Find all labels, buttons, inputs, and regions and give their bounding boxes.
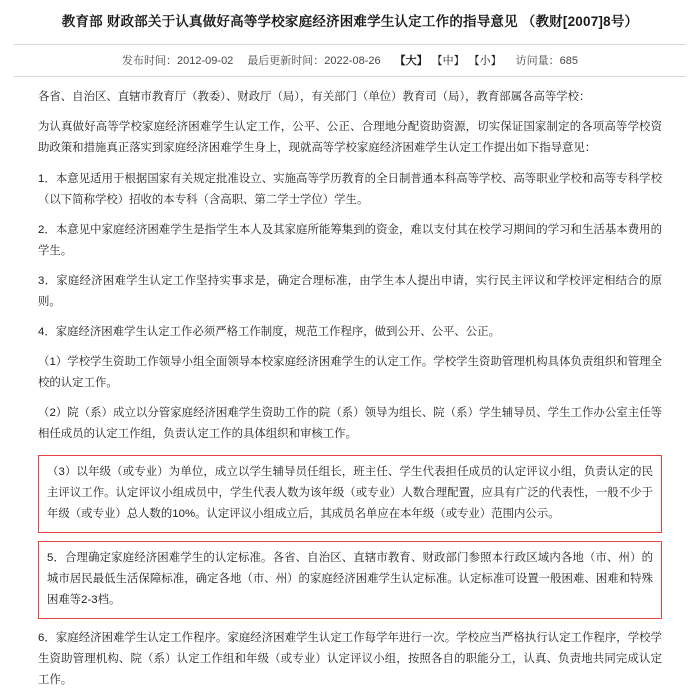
clause-4-1: （1）学校学生资助工作领导小组全面领导本校家庭经济困难学生的认定工作。学校学生资助管理机构具体负责组织和管理全校的认定工作。 <box>38 356 662 390</box>
highlight-box-1 <box>38 455 662 533</box>
view-count: 访问量：685 <box>515 55 578 68</box>
update-time: 最后更新时间：2022-08-26 <box>247 55 381 68</box>
publish-time: 发布时间：2012-09-02 <box>122 55 234 68</box>
font-size-medium-button[interactable]: 【中】 <box>431 55 465 68</box>
intro-paragraph: 为认真做好高等学校家庭经济困难学生认定工作，公平、公正、合理地分配资助资源，切实保证国家制定的各项高等学校资助政策和措施真正落实到家庭经济困难学生身上，现就高等学校家庭经济困难学生认定工作提出如下指导意见： <box>38 121 662 155</box>
font-size-large-button[interactable]: 【大】 <box>394 55 428 68</box>
highlight-box-2 <box>38 541 662 619</box>
clause-3: 3．家庭经济困难学生认定工作坚持实事求是，确定合理标准，由学生本人提出申请，实行民主评议和学校评定相结合的原则。 <box>38 274 662 308</box>
page-title: 教育部 财政部关于认真做好高等学校家庭经济困难学生认定工作的指导意见 （教财[2007]8号） <box>61 14 639 29</box>
clause-5: 5．合理确定家庭经济困难学生的认定标准。各省、自治区、直辖市教育、财政部门参照本行政区域内各地（市、州）的城市居民最低生活保障标准，确定各地（市、州）的家庭经济困难学生认定标准。认定标准可设置一般困难、困难和特殊困难等2-3档。 <box>47 551 653 607</box>
salutation-paragraph: 各省、自治区、直辖市教育厅（教委）、财政厅（局），有关部门（单位）教育司（局），教育部属各高等学校： <box>38 91 591 104</box>
meta-bar <box>0 45 700 76</box>
font-size-controls <box>395 52 502 68</box>
clause-6: 6．家庭经济困难学生认定工作程序。家庭经济困难学生认定工作每学年进行一次。学校应当严格执行认定工作程序，学校学生资助管理机构、院（系）认定工作组和年级（或专业）认定评议小组，按照各自的职能分工，认真、负责地共同完成认定工作。 <box>38 632 662 687</box>
clause-1: 1．本意见适用于根据国家有关规定批准设立、实施高等学历教育的全日制普通本科高等学校、高等职业学校和高等专科学校（以下简称学校）招收的本专科（含高职、第二学士学位）学生。 <box>38 172 662 206</box>
document-body <box>0 77 700 691</box>
clause-4: 4．家庭经济困难学生认定工作必须严格工作制度，规范工作程序，做到公开、公平、公正。 <box>38 326 500 339</box>
clause-2: 2．本意见中家庭经济困难学生是指学生本人及其家庭所能筹集到的资金，难以支付其在校学习期间的学习和生活基本费用的学生。 <box>38 223 662 257</box>
clause-4-3: （3）以年级（或专业）为单位，成立以学生辅导员任组长，班主任、学生代表担任成员的认定评议小组，负责认定的民主评议工作。认定评议小组成员中，学生代表人数为该年级（或专业）人数合理配置，应具有广泛的代表性，一般不少于年级（或专业）总人数的10%。认定评议小组成立后，其成员名单应在本年级（或专业）范围内公示。 <box>47 465 653 520</box>
font-size-small-button[interactable]: 【小】 <box>468 55 502 68</box>
clause-4-2: （2）院（系）成立以分管家庭经济困难学生资助工作的院（系）领导为组长、院（系）学生辅导员、学生工作办公室主任等相任成员的认定工作组，负责认定工作的具体组织和审核工作。 <box>38 407 662 441</box>
